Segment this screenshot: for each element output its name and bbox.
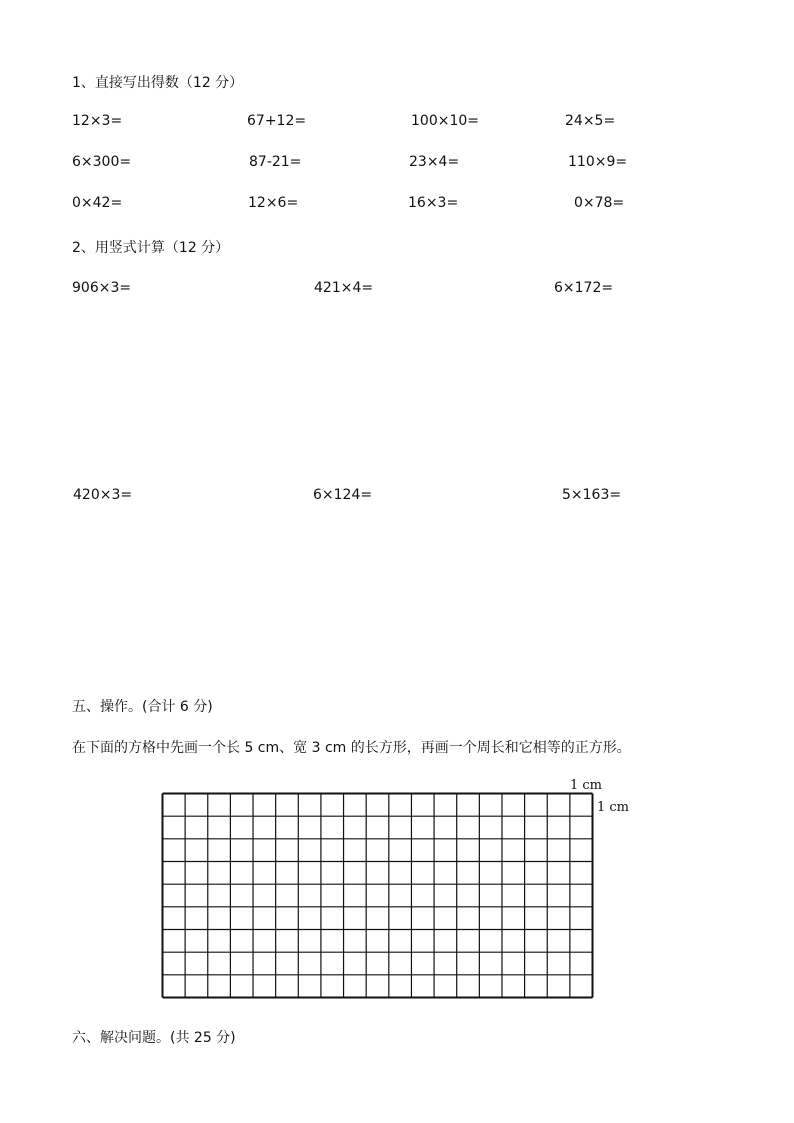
vertical-calc-problem: 421×4= [314, 280, 374, 296]
vertical-calc-problem: 5×163= [562, 487, 622, 503]
oral-problem: 16×3= [408, 195, 459, 211]
oral-problem: 0×78= [574, 195, 625, 211]
oral-problem: 110×9= [568, 154, 628, 170]
oral-problem: 23×4= [409, 154, 460, 170]
oral-problem: 12×3= [72, 113, 123, 129]
section5-instruction: 在下面的方格中先画一个长 5 cm、宽 3 cm 的长方形，再画一个周长和它相等的正方形。 [72, 740, 631, 756]
oral-problem: 0×42= [72, 195, 123, 211]
oral-problem: 6×300= [72, 154, 132, 170]
vertical-calc-problem: 420×3= [73, 487, 133, 503]
vertical-calc-problem: 906×3= [72, 280, 132, 296]
section6-title: 六、解决问题。(共 25 分) [72, 1030, 236, 1046]
grid-unit-label-y: 1 cm [597, 800, 630, 815]
oral-problem: 12×6= [248, 195, 299, 211]
section5-title: 五、操作。(合计 6 分) [72, 699, 213, 715]
oral-problem: 87-21= [249, 154, 302, 170]
vertical-calc-problem: 6×172= [554, 280, 614, 296]
section2-title: 2、用竖式计算（12 分） [72, 240, 230, 256]
square-grid[interactable] [161, 792, 595, 1000]
section1-title: 1、直接写出得数（12 分） [72, 75, 244, 91]
oral-problem: 100×10= [411, 113, 479, 129]
grid-unit-label-x: 1 cm [570, 778, 603, 793]
vertical-calc-problem: 6×124= [313, 487, 373, 503]
oral-problem: 24×5= [565, 113, 616, 129]
oral-problem: 67+12= [247, 113, 307, 129]
